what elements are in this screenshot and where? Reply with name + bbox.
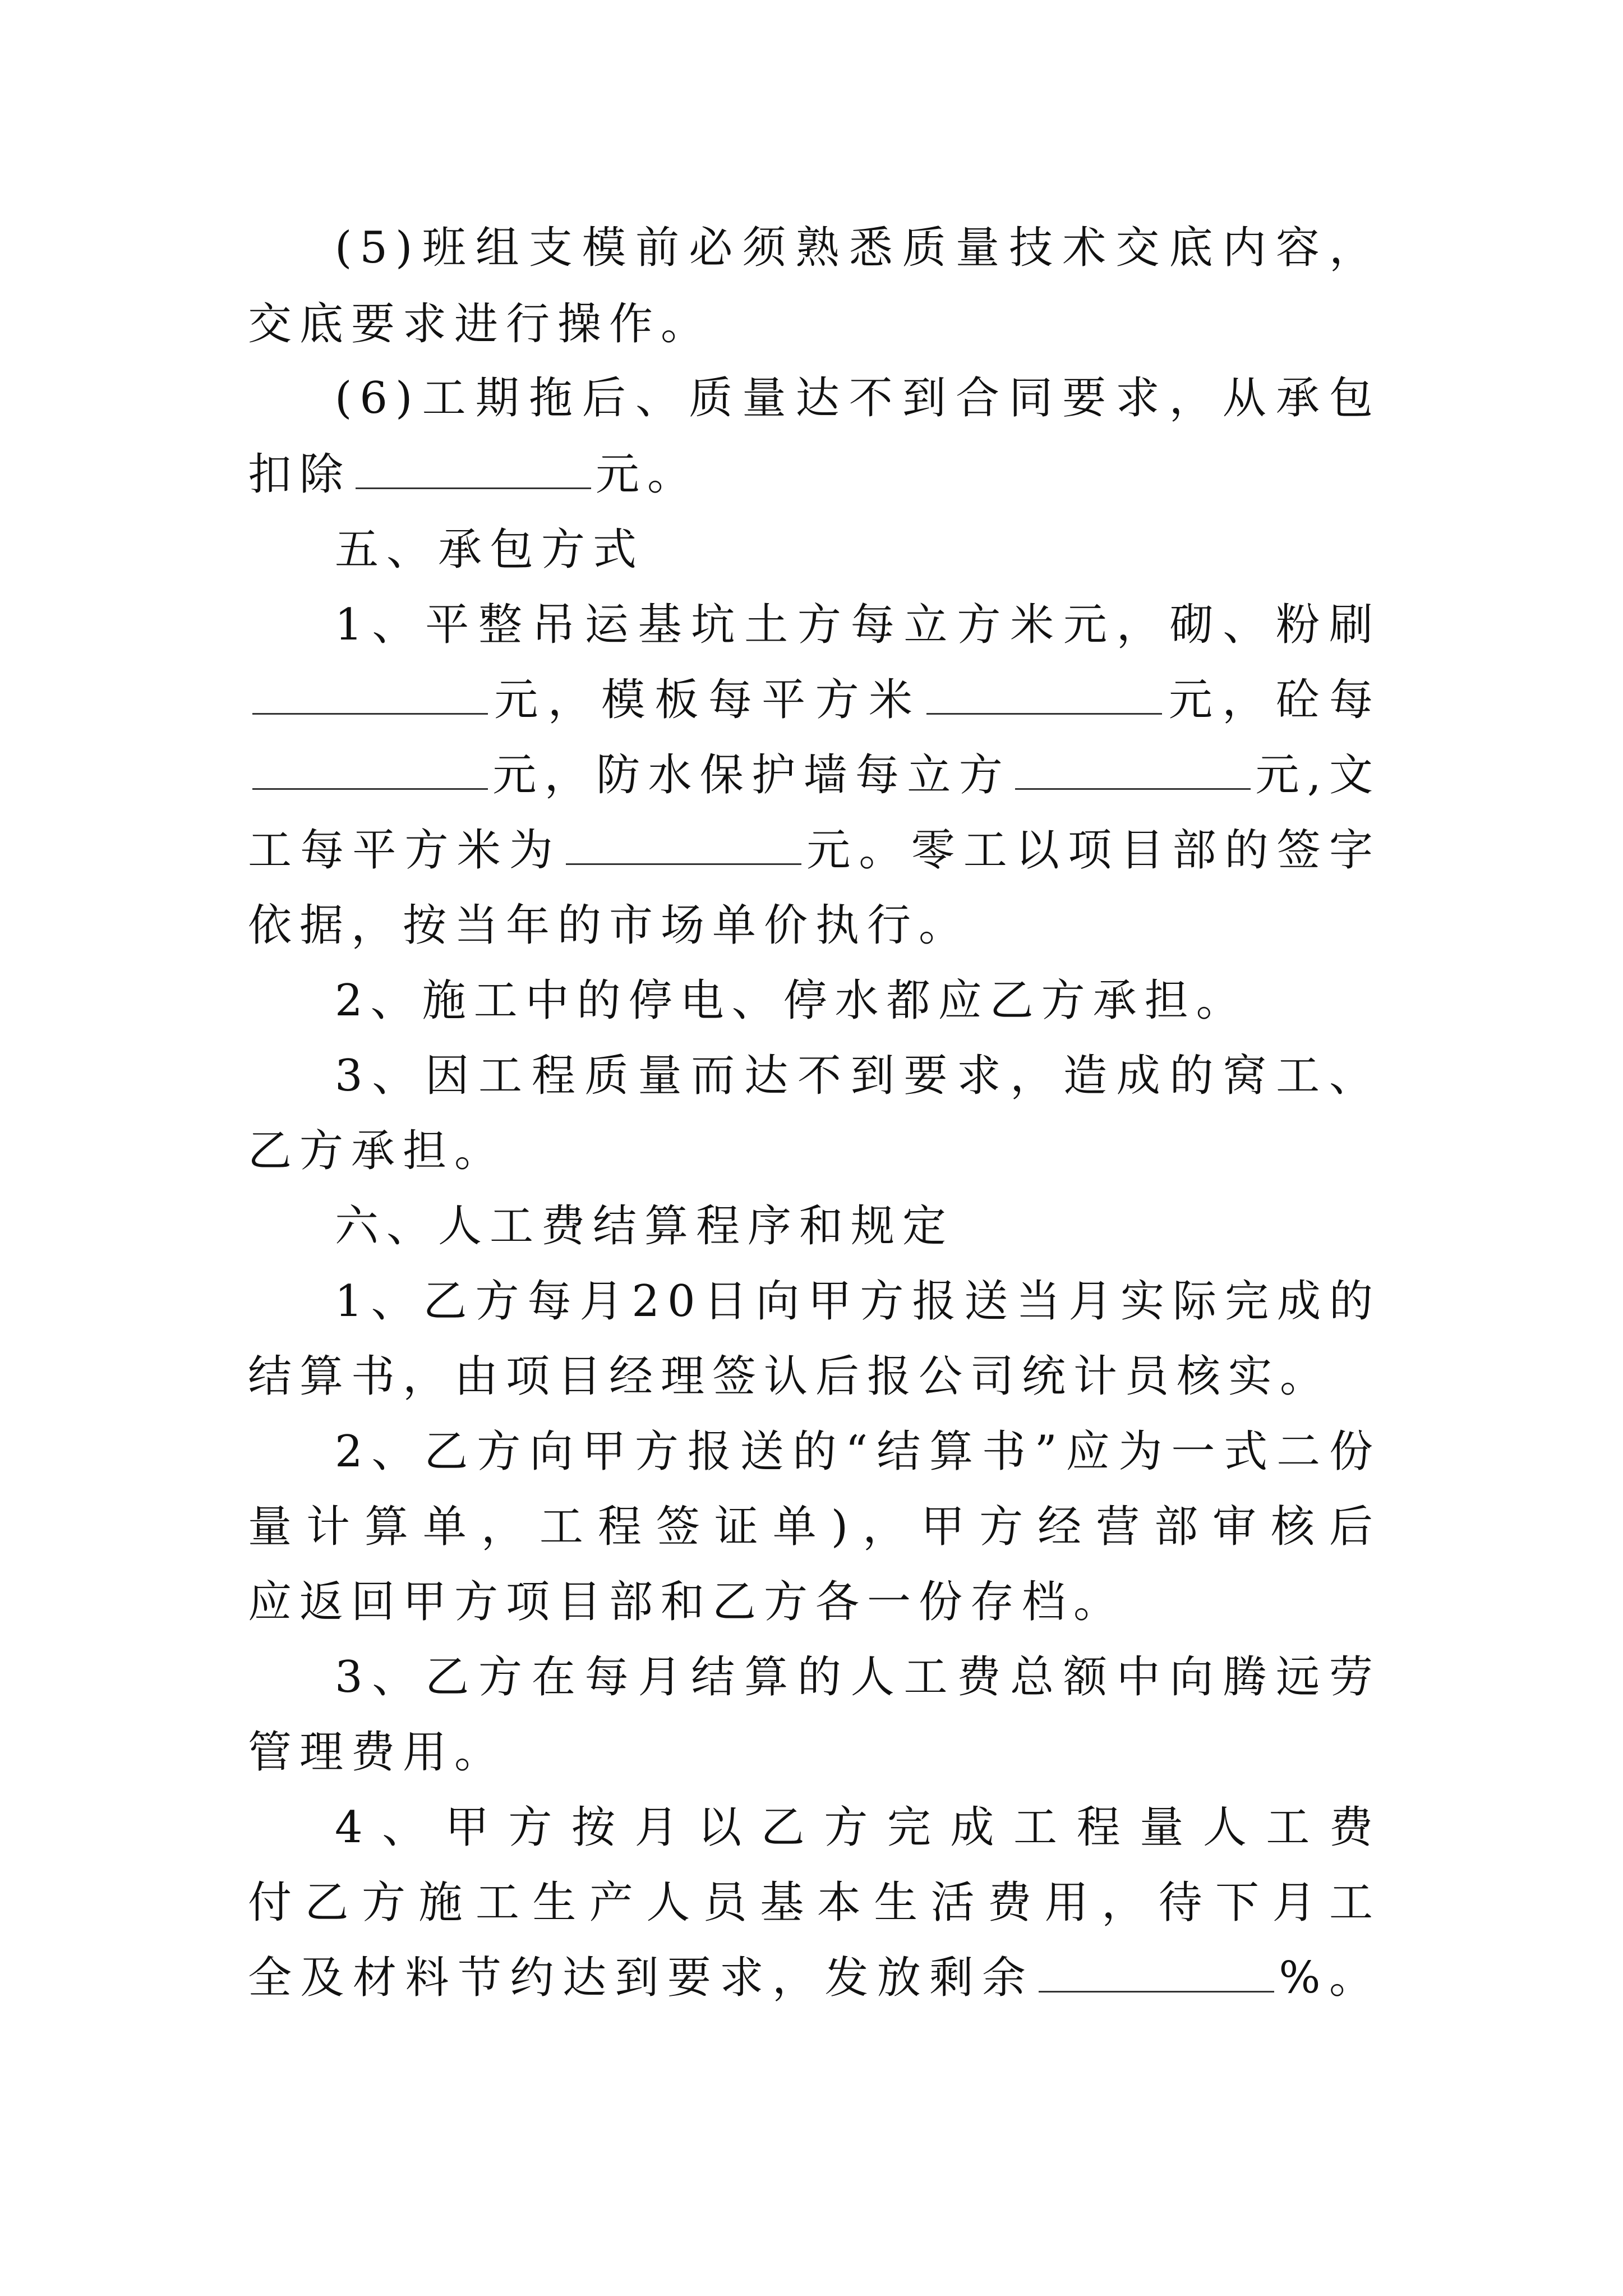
text-segment: 应返回甲方项目部和乙方各一份存档。	[248, 1577, 1126, 1627]
fill-blank	[1039, 1952, 1274, 1993]
text-segment: (5)班组支模前必须熟悉质量技术交底内容，	[335, 223, 1381, 273]
text-line	[248, 961, 1381, 1040]
text-segment: 乙方承担。	[248, 1126, 506, 1176]
heading-text: 六、人工费结算程序和规定	[335, 1201, 955, 1251]
text-segment: 元。零工以项目部的签字	[806, 825, 1381, 876]
text-segment: 元，模板每平方米	[492, 675, 923, 725]
text-line	[248, 1939, 1381, 2017]
text-line	[248, 1488, 1381, 1566]
text-line	[248, 285, 1381, 364]
text-segment: 元。	[596, 449, 699, 500]
text-segment: 交底要求进行操作。	[248, 299, 713, 349]
fill-blank	[1015, 749, 1251, 790]
text-line	[248, 1262, 1381, 1341]
text-line	[248, 209, 1381, 287]
text-segment: 扣除	[248, 449, 352, 500]
text-line	[248, 586, 1381, 664]
text-line	[248, 736, 1381, 815]
text-segment: 4、甲方按月以乙方完成工程量人工费	[335, 1802, 1381, 1853]
text-line	[248, 1337, 1381, 1416]
section-heading	[248, 1187, 1381, 1266]
fill-blank	[356, 448, 591, 489]
text-line	[248, 886, 1381, 965]
text-line	[248, 1112, 1381, 1190]
text-segment: 3、因工程质量而达不到要求，造成的窝工、	[335, 1051, 1381, 1101]
text-segment: 管理费用。	[248, 1727, 506, 1778]
text-segment: 元，防水保护墙每立方	[492, 750, 1011, 800]
text-segment: 全及材料节约达到要求，发放剩余	[248, 1953, 1035, 2003]
text-line	[248, 1037, 1381, 1115]
text-segment: 量计算单，工程签证单)，甲方经营部审核后	[248, 1502, 1381, 1552]
text-segment: 1、乙方每月20日向甲方报送当月实际完成的	[335, 1276, 1381, 1327]
section-heading	[248, 510, 1381, 589]
text-segment: %。	[1279, 1953, 1381, 2003]
text-segment: 1、平整吊运基坑土方每立方米元，砌、粉刷	[335, 600, 1381, 650]
text-segment: 结算书，由项目经理签认后报公司统计员核实。	[248, 1351, 1332, 1402]
text-segment: 元,文	[1255, 750, 1381, 800]
text-line	[248, 1788, 1381, 1867]
text-segment: (6)工期拖后、质量达不到合同要求，从承包	[335, 373, 1381, 424]
text-line	[248, 359, 1381, 438]
text-segment: 3、乙方在每月结算的人工费总额中向腾远劳	[335, 1652, 1381, 1703]
text-line	[248, 1713, 1381, 1792]
text-segment: 依据，按当年的市场单价执行。	[248, 900, 971, 951]
fill-blank	[252, 674, 488, 715]
fill-blank	[566, 824, 801, 865]
text-line	[248, 1412, 1381, 1491]
text-segment: 2、乙方向甲方报送的“结算书”应为一式二份	[335, 1427, 1381, 1477]
text-line	[248, 1563, 1381, 1641]
fill-blank	[252, 749, 488, 790]
fill-blank	[926, 674, 1162, 715]
text-line	[248, 435, 1381, 514]
text-line	[248, 811, 1381, 890]
text-line	[248, 1638, 1381, 1717]
text-line	[248, 661, 1381, 739]
text-segment: 付乙方施工生产人员基本生活费用，待下月工	[248, 1878, 1381, 1928]
text-segment: 元，砼每	[1166, 675, 1381, 725]
text-segment: 2、施工中的停电、停水都应乙方承担。	[335, 976, 1248, 1026]
heading-text: 五、承包方式	[335, 524, 645, 575]
text-segment: 工每平方米为	[248, 825, 562, 876]
text-line	[248, 1864, 1381, 1942]
